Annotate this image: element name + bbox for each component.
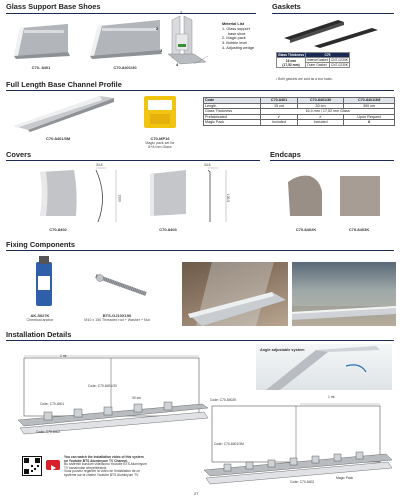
video-note-fr: Vous pouvez regarder la vidéo de l'installation de ce xyxy=(64,469,140,474)
video-note-en: on Youtube BTS Aluminyum TV Channel. xyxy=(64,458,129,463)
cross-icon: ✘ xyxy=(344,120,395,126)
gasket-image xyxy=(282,18,382,48)
channel-spec-table xyxy=(203,97,395,126)
endcap-image-8403k xyxy=(334,172,384,220)
installed-photo-1 xyxy=(182,262,288,326)
spec-cell: 30 cm xyxy=(297,103,343,109)
divider xyxy=(6,13,256,14)
gasket-type: Outer Gasket xyxy=(306,63,330,68)
chemical-anchor-image xyxy=(30,256,60,308)
anchor-desc: Chemical anchor xyxy=(26,318,54,322)
spec-header: Code xyxy=(204,98,261,104)
dimension-label: 34.8 xyxy=(204,163,211,167)
assembly-diagram xyxy=(158,14,216,70)
spec-cell: 300 cm xyxy=(344,103,395,109)
check-icon: ✔ xyxy=(261,114,298,120)
code-callout: Code: C70-8402 xyxy=(36,430,61,434)
code-callout: Code: C70-8402 xyxy=(290,480,315,484)
spec-header: C70-8401/3M xyxy=(344,98,395,104)
section-title-covers: Covers xyxy=(6,150,32,159)
section-title-channel: Full Length Base Channel Profile xyxy=(6,80,122,89)
code-callout: Code: C70-8401/30 xyxy=(88,384,117,388)
video-note xyxy=(64,456,147,478)
gasket-type: InteriorGasket xyxy=(307,58,328,62)
video-note-en: You can watch the installation video of this system xyxy=(64,455,144,459)
section-title-endcaps: Endcaps xyxy=(270,150,301,159)
channel-profile-image xyxy=(10,92,120,132)
cover-code: C70-8403 xyxy=(159,227,177,232)
section-title-installation: Installation Details xyxy=(6,330,72,339)
base-shoe-code: C70- 8401 xyxy=(31,65,51,70)
gasket-thickness: 16 mm xyxy=(285,58,297,63)
cover-image-8403 xyxy=(146,168,190,220)
rod-desc: M10 x 150 Threaded rod + Washer + Nut xyxy=(84,318,150,322)
dimension-label: 1 mt xyxy=(60,354,67,358)
dimension-label: 30 cm xyxy=(132,396,141,400)
base-shoe-image-8401 xyxy=(10,22,72,60)
magic-pack-desc: Magic pack set for xyxy=(145,141,175,145)
divider xyxy=(6,250,394,251)
installation-diagram-short-shoes xyxy=(14,348,214,438)
video-note-fr: système sur la chaîne Youtube BTS Aluminyum TV. xyxy=(64,472,139,477)
spec-label: Prefabricated xyxy=(204,114,261,120)
page-number: 27 xyxy=(194,491,199,496)
anchor-code: AK-5027K xyxy=(30,313,50,318)
gasket-thickness-alt: (17,52 mm) xyxy=(282,62,300,67)
magic-pack-desc: 8+8 mm Glass xyxy=(148,145,172,149)
gasket-code: CNT-0230K xyxy=(330,58,348,62)
channel-profile-code: C70-8401/3M xyxy=(46,136,71,141)
endcap-code: C70-8403K xyxy=(348,227,370,232)
video-note-tr: Bu sistemin kurulum videosunu Youtube BTS Aluminyum xyxy=(64,462,147,467)
code-callout: Code: C70-8402K xyxy=(210,398,237,402)
spec-label: Magic Pack xyxy=(204,120,261,126)
cover-image-8402 xyxy=(36,168,80,220)
dimension-label: 100.5 xyxy=(226,193,231,203)
material-list-item: 1- Glass support xyxy=(222,26,250,31)
spec-header: C70-8401/30 xyxy=(297,98,343,104)
section-title-gaskets: Gaskets xyxy=(272,2,301,11)
angle-label: Angle adjustable system xyxy=(260,348,305,352)
base-shoe-code: C70-8401/30 xyxy=(113,65,137,70)
code-callout: Code: C70-8401 xyxy=(40,402,65,406)
callout-number: 1 xyxy=(180,10,183,15)
base-shoe-image-8401-30 xyxy=(86,18,164,60)
video-note-tr: TV kanalından izleyebilirsiniz. xyxy=(64,465,108,470)
magic-pack-image xyxy=(140,92,180,132)
spec-header: C70-8401 xyxy=(261,98,298,104)
code-callout: Code: C70-8401/3M xyxy=(214,442,244,446)
spec-label: Glass Thickness xyxy=(204,109,261,115)
divider xyxy=(6,160,260,161)
spec-cell: Included xyxy=(297,120,343,126)
divider xyxy=(272,13,394,14)
gasket-note: • Both gaskets are sold as a box basis. xyxy=(276,77,333,81)
code-callout: Magic Pack xyxy=(336,476,354,480)
gasket-table xyxy=(276,52,350,68)
youtube-icon[interactable] xyxy=(46,460,60,470)
divider xyxy=(6,90,394,91)
cover-code: C70-8402 xyxy=(49,227,67,232)
dimension-label: 1000 xyxy=(117,194,122,202)
gasket-code: CNT-0230K xyxy=(330,63,348,67)
material-list xyxy=(222,22,254,51)
material-list-item: base shoe xyxy=(228,31,246,36)
section-title-base-shoes: Glass Support Base Shoes xyxy=(6,2,101,11)
callout-number: 3 xyxy=(160,48,163,53)
material-list-item: 4- Adjusting wedge xyxy=(222,45,255,50)
callout-number: 4 xyxy=(176,62,179,67)
endcap-code: C70-8402K xyxy=(295,227,317,232)
gasket-table-header: Glass Thickness xyxy=(278,53,305,57)
dimension-label: 1 mt xyxy=(328,395,335,399)
spec-label: Length xyxy=(204,103,261,109)
section-title-fixing: Fixing Components xyxy=(6,240,75,249)
material-list-item: 2- Magic pack xyxy=(222,36,246,41)
callout-number: 2 xyxy=(156,26,159,31)
spec-cell: 16,4 mm / 17,52 mm Glass xyxy=(261,109,395,115)
divider xyxy=(270,160,394,161)
spec-cell: Upon Request xyxy=(344,114,395,120)
material-list-item: 3- Bubble level xyxy=(222,41,248,46)
installed-photo-2 xyxy=(292,262,396,326)
spec-cell: Included xyxy=(261,120,298,126)
endcap-image-8402k xyxy=(284,172,328,220)
dimension-label: 34.8 xyxy=(96,163,103,167)
divider xyxy=(6,340,394,341)
material-list-title: Meterial List xyxy=(222,22,245,26)
magic-pack-code: C70-MP16 xyxy=(150,136,170,141)
check-icon: ✔ xyxy=(297,114,343,120)
threaded-rod-image xyxy=(90,270,154,300)
qr-code-icon[interactable] xyxy=(22,456,42,476)
spec-cell: 15 cm xyxy=(261,103,298,109)
gasket-table-header: C70 xyxy=(306,53,350,58)
rod-code: BTS-GJ10X150 xyxy=(102,313,132,318)
